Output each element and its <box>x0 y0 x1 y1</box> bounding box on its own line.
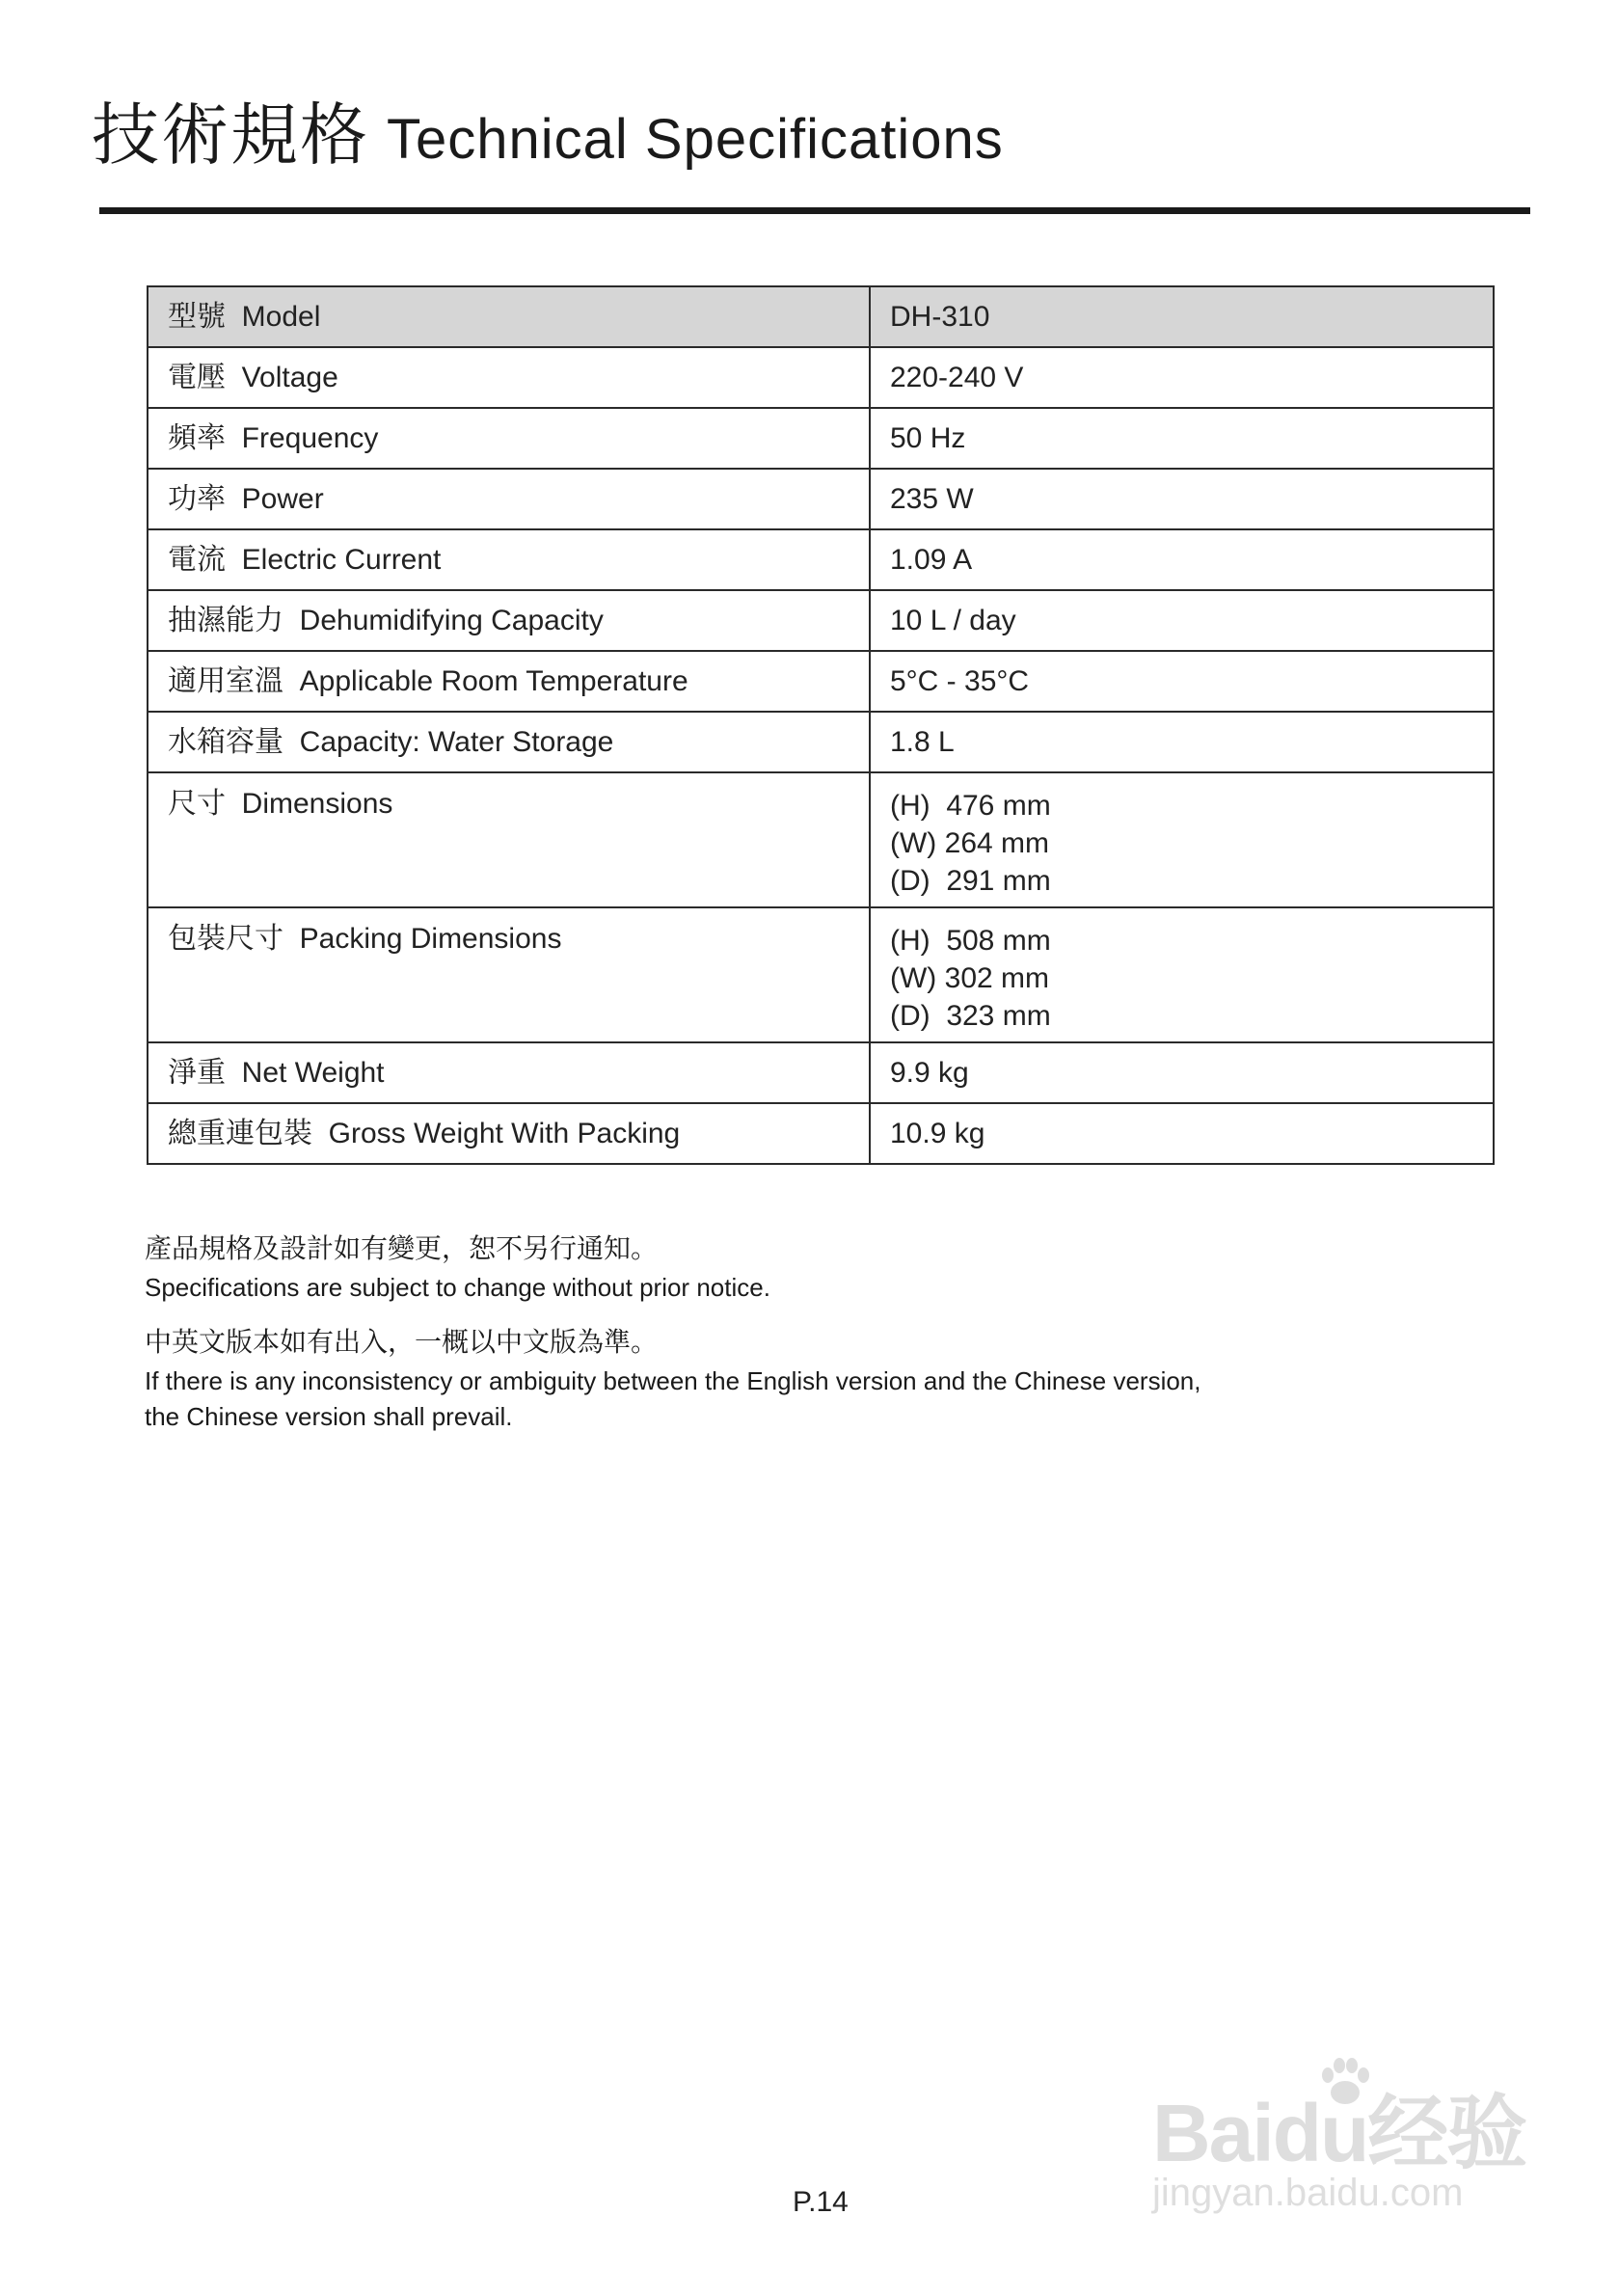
spec-label-en: Voltage <box>241 361 338 393</box>
spec-label-zh: 淨重 <box>168 1055 226 1090</box>
version-notice-zh: 中英文版本如有出入，一概以中文版為準。 <box>145 1326 659 1358</box>
watermark-url: jingyan.baidu.com <box>1152 2172 1464 2214</box>
table-row <box>148 469 1494 529</box>
spec-label-cell <box>148 286 870 347</box>
spec-label-zh: 總重連包裝 <box>168 1116 312 1150</box>
spec-value-cell <box>870 347 1494 408</box>
table-row <box>148 1103 1494 1164</box>
spec-value: 10.9 kg <box>890 1118 985 1149</box>
table-row <box>148 590 1494 651</box>
spec-value: (H) 508 mm <box>890 925 1051 957</box>
spec-value: 1.8 L <box>890 726 955 758</box>
spec-label-en: Model <box>241 300 321 333</box>
spec-label-en: Net Weight <box>241 1056 385 1089</box>
table-row <box>148 907 1494 1042</box>
spec-label-cell <box>148 408 870 469</box>
page-header <box>92 95 1538 207</box>
spec-label-zh: 型號 <box>168 299 226 334</box>
spec-value-cell <box>870 469 1494 529</box>
spec-label-cell <box>148 1042 870 1103</box>
spec-label-zh: 電流 <box>168 542 226 577</box>
spec-label-zh: 抽濕能力 <box>168 603 283 637</box>
spec-value-cell <box>870 590 1494 651</box>
spec-value: 50 Hz <box>890 422 966 454</box>
spec-label-en: Gross Weight With Packing <box>328 1117 681 1149</box>
title-divider <box>99 207 1530 214</box>
page-title-en: Technical Specifications <box>387 108 1004 171</box>
spec-label-zh: 適用室溫 <box>168 663 283 698</box>
table-row <box>148 772 1494 907</box>
spec-value: (W) 302 mm <box>890 962 1049 994</box>
spec-label-en: Capacity: Water Storage <box>299 725 614 758</box>
spec-value-cell <box>870 408 1494 469</box>
page-number: P.14 <box>793 2186 849 2218</box>
spec-label-en: Electric Current <box>241 543 442 576</box>
spec-value-cell <box>870 1103 1494 1164</box>
spec-label-zh: 頻率 <box>168 420 226 455</box>
spec-value-cell <box>870 1042 1494 1103</box>
spec-value-cell <box>870 712 1494 772</box>
spec-value-cell <box>870 651 1494 712</box>
spec-value-cell <box>870 529 1494 590</box>
spec-label-cell <box>148 529 870 590</box>
spec-label-cell <box>148 712 870 772</box>
table-row <box>148 1042 1494 1103</box>
spec-value: (H) 476 mm <box>890 790 1051 822</box>
spec-table <box>147 285 1495 1165</box>
spec-label-en: Power <box>241 482 324 515</box>
spec-value-cell <box>870 772 1494 907</box>
baidu-watermark <box>1143 2054 1528 2228</box>
table-row <box>148 286 1494 347</box>
spec-label-zh: 包裝尺寸 <box>168 922 283 956</box>
spec-value: 220-240 V <box>890 362 1024 393</box>
spec-value: DH-310 <box>890 301 990 333</box>
spec-label-en: Dehumidifying Capacity <box>299 604 604 636</box>
spec-label-zh: 功率 <box>168 481 226 516</box>
spec-label-cell <box>148 907 870 1042</box>
spec-value: 10 L / day <box>890 605 1016 636</box>
version-notice-en-line1: If there is any inconsistency or ambiguity between the English version and the Chinese version, <box>145 1366 1201 1395</box>
spec-label-en: Applicable Room Temperature <box>299 664 688 697</box>
change-notice-zh: 產品規格及設計如有變更，恕不另行通知。 <box>145 1232 659 1264</box>
spec-value: (D) 291 mm <box>890 865 1051 897</box>
table-row <box>148 408 1494 469</box>
watermark-logo-text: Baidu经验 <box>1152 2088 1526 2178</box>
page-title <box>92 95 1004 175</box>
table-row <box>148 651 1494 712</box>
table-row <box>148 347 1494 408</box>
spec-value: 235 W <box>890 483 974 515</box>
notes-section <box>145 1228 1398 1435</box>
spec-value: (W) 264 mm <box>890 827 1049 859</box>
version-notice-en-line2: the Chinese version shall prevail. <box>145 1402 513 1431</box>
table-row <box>148 529 1494 590</box>
spec-value: (D) 323 mm <box>890 1000 1051 1032</box>
spec-label-cell <box>148 1103 870 1164</box>
spec-value-cell <box>870 286 1494 347</box>
spec-value: 5°C - 35°C <box>890 665 1030 697</box>
spec-label-en: Frequency <box>241 421 379 454</box>
table-row <box>148 712 1494 772</box>
spec-value-cell <box>870 907 1494 1042</box>
spec-label-cell <box>148 469 870 529</box>
spec-table-body <box>148 286 1494 1164</box>
spec-label-zh: 水箱容量 <box>168 724 283 759</box>
change-notice-en: Specifications are subject to change without prior notice. <box>145 1273 770 1302</box>
spec-label-cell <box>148 772 870 907</box>
spec-label-en: Packing Dimensions <box>299 923 562 955</box>
spec-label-zh: 電壓 <box>168 360 226 394</box>
spec-label-zh: 尺寸 <box>168 787 226 821</box>
spec-label-cell <box>148 590 870 651</box>
page-title-zh: 技術規格 <box>92 95 369 175</box>
spec-label-cell <box>148 651 870 712</box>
spec-label-en: Dimensions <box>241 788 393 820</box>
spec-value: 9.9 kg <box>890 1057 969 1089</box>
spec-label-cell <box>148 347 870 408</box>
spec-value: 1.09 A <box>890 544 973 576</box>
